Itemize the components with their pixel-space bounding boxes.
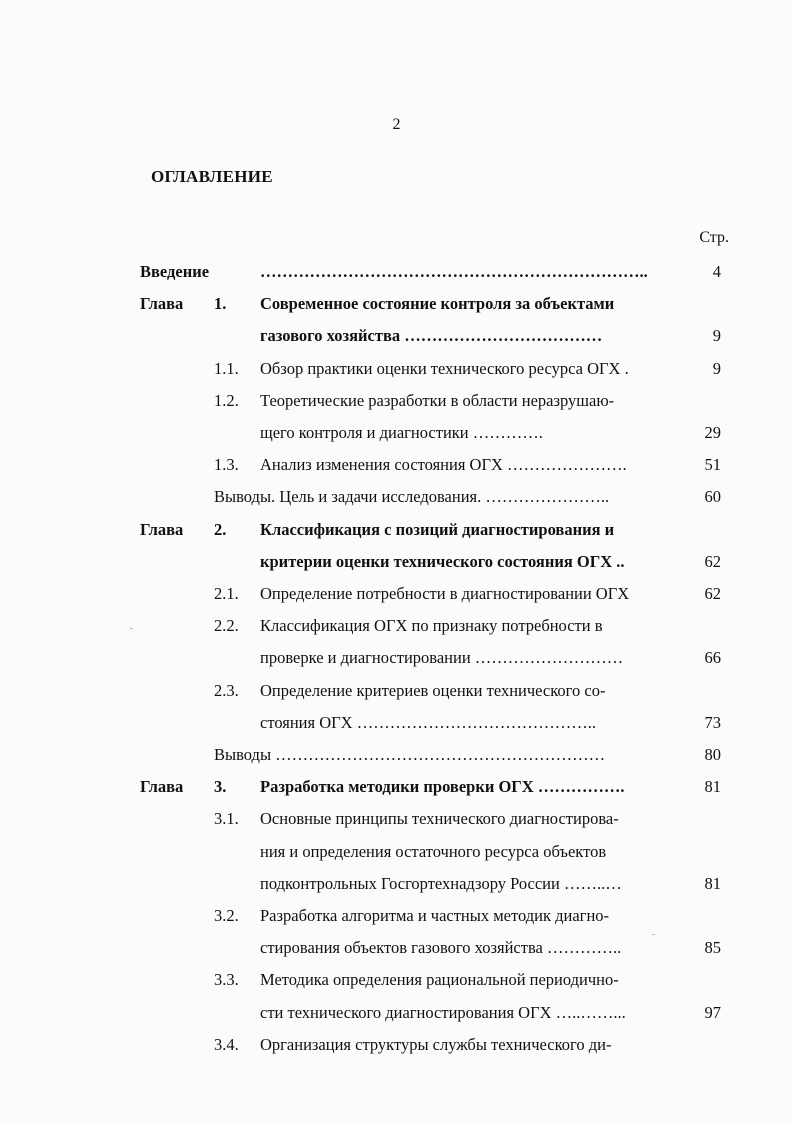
toc-entry-text: стояния ОГХ …………………………………….. <box>260 712 596 732</box>
toc-entry <box>0 1003 793 1035</box>
page-number: 2 <box>392 116 401 133</box>
toc-entry-text: Классификация ОГХ по признаку потребности в <box>260 616 603 636</box>
toc-entry-text: Определение потребности в диагностировании ОГХ <box>260 584 630 603</box>
toc-entry <box>0 874 793 906</box>
toc-entry-page: 60 <box>704 487 721 507</box>
toc-entry-label: Введение <box>140 262 210 281</box>
toc-entry <box>0 648 793 680</box>
toc-entry-text: Организация структуры службы технического ди- <box>260 1034 612 1054</box>
toc-entry-number: 2. <box>214 519 227 539</box>
toc-entry-number: 1.1. <box>214 358 239 378</box>
toc-entry-page: 80 <box>704 745 721 764</box>
toc-entry-number: 2.3. <box>214 680 239 700</box>
toc-entry <box>0 520 793 552</box>
toc-entry-text: Современное состояние контроля за объектами <box>260 294 615 314</box>
toc-entry-text: Обзор практики оценки технического ресурса ОГХ . <box>260 358 629 378</box>
toc-entry-number: Выводы …………………………………………………… <box>214 745 606 764</box>
toc-entry-page: 73 <box>704 712 721 732</box>
toc-entry-number: 3.1. <box>214 809 239 829</box>
toc-entry-text: щего контроля и диагностики …………. <box>260 423 543 442</box>
toc-entry-page: 81 <box>704 777 721 797</box>
toc-entry-text: Определение критериев оценки технического со- <box>260 680 606 700</box>
toc-entry-label: Глава <box>140 777 184 797</box>
toc-entry <box>0 713 793 745</box>
toc-entry-page: 62 <box>704 584 721 603</box>
toc-entry-page: 29 <box>704 423 721 442</box>
toc-entry-number: 3. <box>214 777 227 797</box>
toc-entry-text: Разработка алгоритма и частных методик диагно- <box>260 906 610 925</box>
toc-entry-number: 3.4. <box>214 1034 239 1054</box>
toc-entry <box>0 681 793 713</box>
toc-entry-text: проверке и диагностировании ……………………… <box>260 648 624 668</box>
toc-entry <box>0 326 793 358</box>
toc-entry-number: 1. <box>214 294 227 314</box>
toc-entry-page: 4 <box>712 262 721 281</box>
toc-entry <box>0 970 793 1002</box>
toc-entry-text: ния и определения остаточного ресурса объектов <box>260 841 607 861</box>
toc-entry-text: сти технического диагностирования ОГХ …..……... <box>260 1002 626 1022</box>
toc-entry-label: Глава <box>140 294 184 314</box>
toc-entry <box>0 552 793 584</box>
toc-entry-number: 3.3. <box>214 970 239 990</box>
toc-entry-number: 2.2. <box>214 616 239 636</box>
toc-entry <box>0 842 793 874</box>
toc-entry-page: 97 <box>704 1002 721 1022</box>
toc-entry <box>0 616 793 648</box>
toc-entry <box>0 455 793 487</box>
toc-entry-number: 1.3. <box>214 455 239 475</box>
toc-entry-page: 85 <box>704 938 721 958</box>
toc-entry-text: критерии оценки технического состояния ОГХ .. <box>260 551 625 571</box>
toc-entry-text: подконтрольных Госгортехнадзору России ……..… <box>260 873 622 893</box>
toc-entry-text: стирования объектов газового хозяйства ………….. <box>260 938 622 958</box>
toc-entry-text: газового хозяйства ……………………………… <box>260 326 603 346</box>
toc-entry <box>0 359 793 391</box>
toc-entry <box>0 938 793 970</box>
toc-entry <box>0 423 793 455</box>
toc-entry-text: …………………………………………………………….. <box>260 262 648 281</box>
toc-entry <box>0 294 793 326</box>
toc-entry-text: Методика определения рациональной периодично- <box>260 970 619 990</box>
toc-entry-page: 51 <box>704 455 721 475</box>
toc-entry-text: Анализ изменения состояния ОГХ …………………. <box>260 455 627 475</box>
toc-title: ОГЛАВЛЕНИЕ <box>151 167 273 186</box>
toc-entry-page: 9 <box>712 326 721 346</box>
scan-speck <box>652 934 655 935</box>
toc-entry <box>0 391 793 423</box>
toc-entry <box>0 906 793 938</box>
toc-entry-page: 66 <box>704 648 721 668</box>
toc-entry-page: 62 <box>704 551 721 571</box>
toc-entry-page: 9 <box>712 358 721 378</box>
toc-entry-label: Глава <box>140 519 184 539</box>
toc-entry <box>0 487 793 519</box>
toc-entry <box>0 1035 793 1067</box>
toc-entry-text: Классификация с позиций диагностирования и <box>260 519 615 539</box>
toc-entry-number: 2.1. <box>214 584 239 603</box>
page-column-header: Стр. <box>699 229 729 246</box>
toc-entry-page: 81 <box>704 873 721 893</box>
toc-entry <box>0 745 793 777</box>
toc-entry <box>0 777 793 809</box>
toc-entry-number: 1.2. <box>214 390 239 410</box>
toc-entry <box>0 262 793 294</box>
toc-entry-text: Разработка методики проверки ОГХ ……………. <box>260 777 625 797</box>
scan-speck <box>130 628 133 629</box>
toc-entry <box>0 584 793 616</box>
toc-entry <box>0 809 793 841</box>
toc-entry-number: 3.2. <box>214 906 239 925</box>
toc-entry-text: Основные принципы технического диагностирова- <box>260 809 619 829</box>
toc-entry-number: Выводы. Цель и задачи исследования. ………………….. <box>214 487 610 507</box>
toc-entry-text: Теоретические разработки в области неразрушаю- <box>260 390 615 410</box>
